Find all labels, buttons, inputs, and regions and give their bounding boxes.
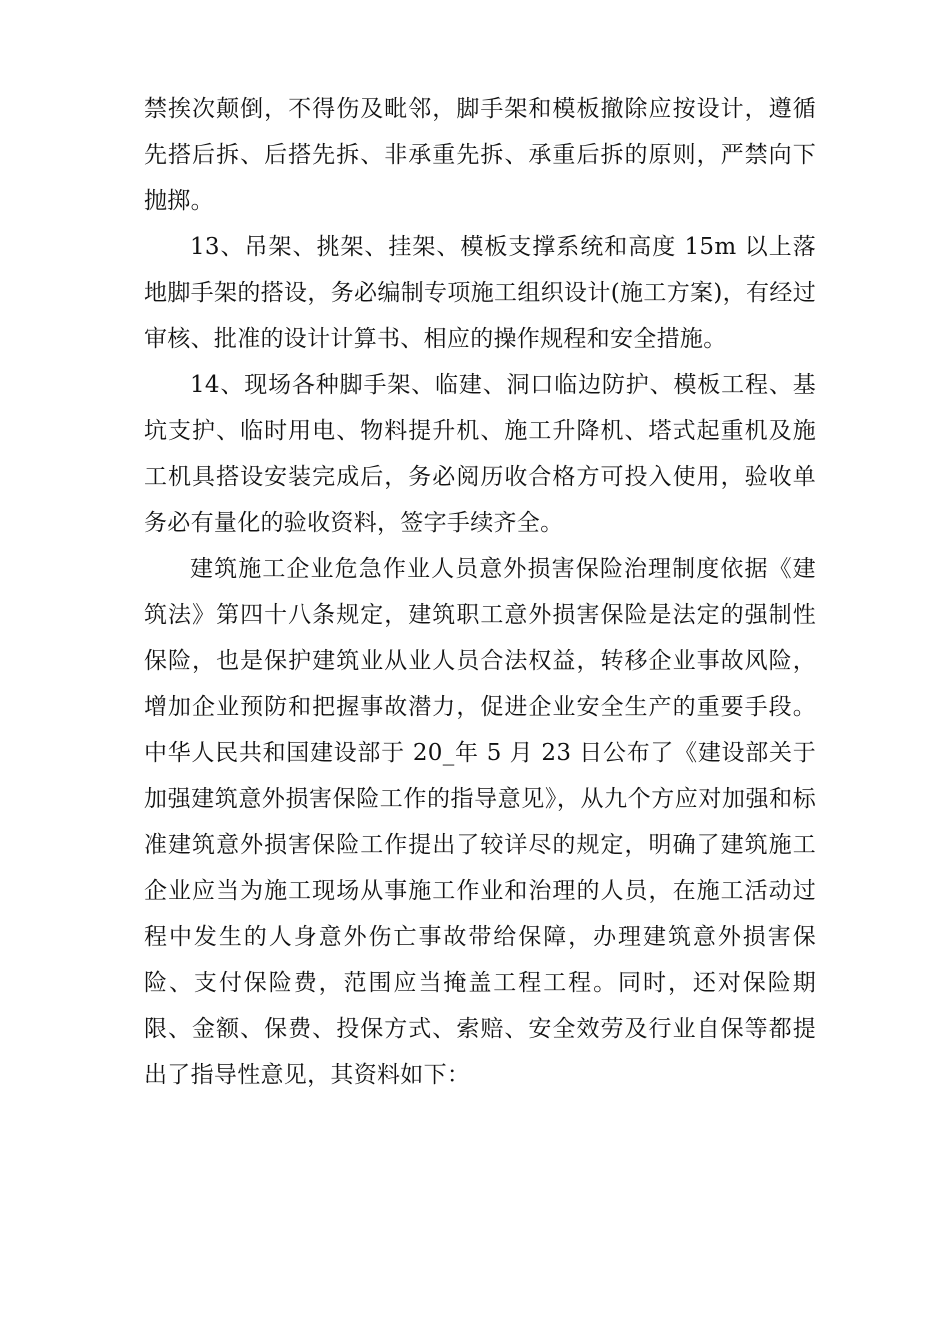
paragraph-item-14: 14、现场各种脚手架、临建、洞口临边防护、模板工程、基坑支护、临时用电、物料提升机、施工升降机、塔式起重机及施工机具搭设安装完成后，务必阅历收合格方可投入使用，验收单务必有量化的验收资料，签字手续齐全。 bbox=[144, 372, 816, 536]
paragraph-insurance-system: 建筑施工企业危急作业人员意外损害保险治理制度依据《建筑法》第四十八条规定，建筑职工意外损害保险是法定的强制性保险，也是保护建筑业从业人员合法权益，转移企业事故风险，增加企业预防和把握事故潜力，促进企业安全生产的重要手段。中华人民共和国建设部于 20_年 5 月 23 日公布了《建设部关于加强建筑意外损害保险工作的指导意见》，从九个方应对加强和标准建筑意外损害保险工作提出了较详尽的规定，明确了建筑施工企业应当为施工现场从事施工作业和治理的人员，在施工活动过程中发生的人身意外伤亡事故带给保障，办理建筑意外损害保险、支付保险费，范围应当掩盖工程工程。同时，还对保险期限、金额、保费、投保方式、索赔、安全效劳及行业自保等都提出了指导性意见，其资料如下： bbox=[144, 556, 816, 1088]
document-body bbox=[144, 86, 816, 1098]
paragraph-item-13: 13、吊架、挑架、挂架、模板支撑系统和高度 15m 以上落地脚手架的搭设，务必编制专项施工组织设计(施工方案)，有经过审核、批准的设计计算书、相应的操作规程和安全措施。 bbox=[144, 234, 816, 352]
paragraph-continued: 禁挨次颠倒，不得伤及毗邻，脚手架和模板撤除应按设计，遵循先搭后拆、后搭先拆、非承重先拆、承重后拆的原则，严禁向下抛掷。 bbox=[144, 96, 816, 214]
